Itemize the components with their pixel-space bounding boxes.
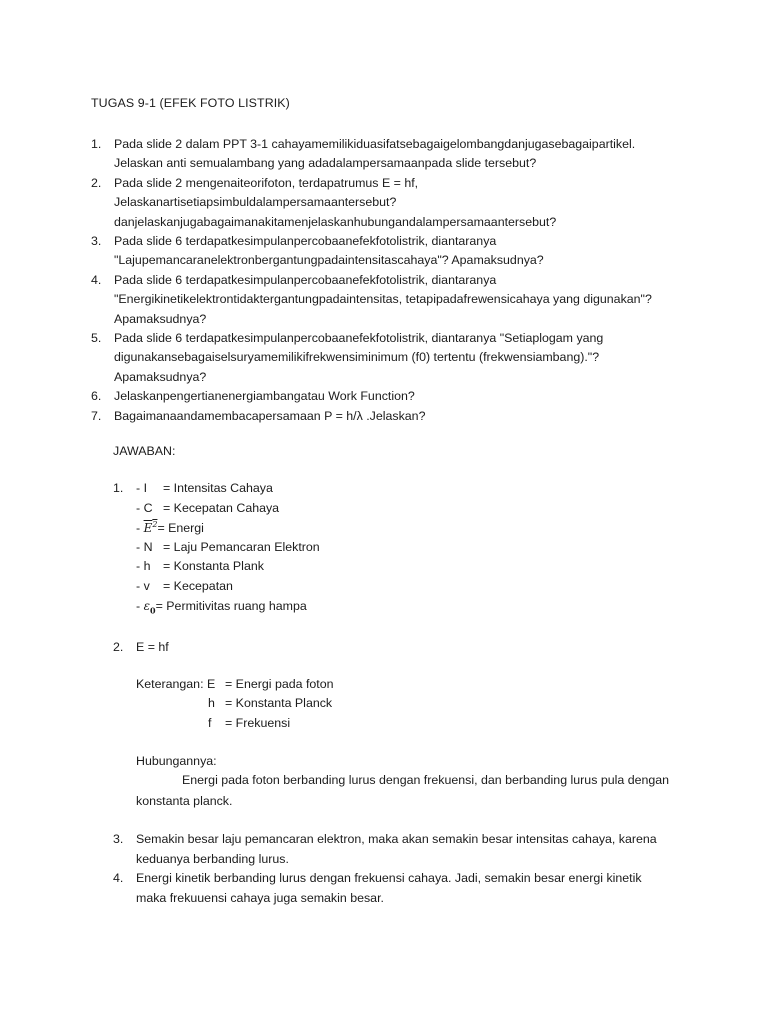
hubungan-text-line: Energi pada foton berbanding lurus dengan frekuensi, dan berbanding lurus pula dengan bbox=[182, 773, 670, 787]
question-text-line: Jelaskan anti semualambang yang adadalampersamaanpada slide tersebut? bbox=[114, 156, 537, 171]
answer-number: 2. bbox=[113, 640, 124, 654]
question-text-line: Apamaksudnya? bbox=[114, 311, 207, 326]
question-item bbox=[91, 174, 691, 232]
keterangan-label: Keterangan: E bbox=[136, 677, 216, 691]
question-text-line: "Energikinetikelektrontidaktergantungpadaintensitas, tetapipadafrewensicahaya yang digunakan"? bbox=[114, 292, 652, 307]
answer-2-equation: E = hf bbox=[136, 640, 169, 654]
question-item bbox=[91, 135, 691, 174]
symbol: - N bbox=[136, 539, 153, 554]
symbol-row bbox=[136, 520, 204, 540]
answer-number: 4. bbox=[113, 871, 124, 886]
answers-heading: JAWABAN: bbox=[113, 444, 176, 458]
question-number: 5. bbox=[91, 331, 102, 346]
question-item bbox=[91, 407, 691, 426]
question-number: 2. bbox=[91, 175, 102, 190]
question-number: 1. bbox=[91, 137, 102, 151]
question-text-line: Bagaimanaandamembacapersamaan P = h/λ .Jelaskan? bbox=[114, 408, 426, 423]
hubungan-text-line: konstanta planck. bbox=[136, 794, 233, 808]
answer-item bbox=[113, 830, 673, 869]
symbol: - C bbox=[136, 500, 153, 515]
energy-symbol-letter: E bbox=[143, 521, 153, 536]
answer-text-line: Semakin besar laju pemancaran elektron, maka akan semakin besar intensitas cahaya, karena bbox=[136, 832, 657, 846]
symbol-row bbox=[136, 559, 264, 579]
question-text-line: danjelaskanjugabagaimanakitamenjelaskanhubungandalampersamaantersebut? bbox=[114, 214, 557, 229]
permittivity-symbol-subscript: 0 bbox=[150, 604, 156, 615]
answer-number: 1. bbox=[113, 481, 124, 495]
answer-item bbox=[113, 869, 673, 908]
symbol-description: = Kecepatan Cahaya bbox=[163, 500, 280, 515]
answer-text-line: keduanya berbanding lurus. bbox=[136, 851, 289, 866]
question-number: 3. bbox=[91, 234, 102, 249]
question-text-line: Jelaskanartisetiapsimbuldalampersamaantersebut? bbox=[114, 195, 397, 210]
permittivity-symbol-letter: ε bbox=[143, 598, 151, 613]
keterangan-desc: = Konstanta Planck bbox=[225, 696, 333, 710]
symbol-row bbox=[136, 599, 307, 619]
question-text-line: "Lajupemancaranelektronbergantungpadaintensitascahaya"? Apamaksudnya? bbox=[114, 253, 544, 268]
hubungan-label: Hubungannya: bbox=[136, 754, 217, 768]
question-number: 4. bbox=[91, 272, 102, 287]
question-text-line: Pada slide 2 dalam PPT 3-1 cahayamemilikiduasifatsebagaigelombangdanjugasebagaipartikel. bbox=[114, 137, 636, 151]
question-text-line: Pada slide 6 terdapatkesimpulanpercobaanefekfotolistrik, diantaranya "Setiaplogam yang bbox=[114, 331, 604, 346]
answer-number: 3. bbox=[113, 832, 124, 846]
question-list bbox=[91, 135, 691, 426]
symbol-description: = Intensitas Cahaya bbox=[163, 481, 273, 495]
energy-symbol-superscript: 2 bbox=[152, 520, 158, 530]
question-text-line: digunakansebagaiselsuryamemilikifrekwensiminimum (f0) tertentu (frekwensiambang)."? bbox=[114, 350, 600, 365]
answer-list bbox=[113, 830, 673, 908]
question-text-line: Pada slide 6 terdapatkesimpulanpercobaanefekfotolistrik, diantaranya bbox=[114, 272, 497, 287]
question-text-line: Jelaskanpengertianenergiambangatau Work Function? bbox=[114, 389, 415, 404]
symbol-description: = Konstanta Plank bbox=[163, 559, 264, 574]
symbol-row bbox=[136, 501, 279, 521]
question-item bbox=[91, 387, 691, 406]
keterangan-var: f bbox=[208, 716, 212, 730]
keterangan-desc: = Energi pada foton bbox=[225, 677, 334, 691]
document-title: TUGAS 9-1 (EFEK FOTO LISTRIK) bbox=[91, 96, 290, 110]
question-text-line: Pada slide 2 mengenaiteorifoton, terdapatrumus E = hf, bbox=[114, 175, 419, 190]
symbol-row bbox=[136, 540, 320, 560]
keterangan-var: h bbox=[208, 696, 215, 710]
symbol-row bbox=[136, 579, 233, 599]
question-number: 6. bbox=[91, 389, 102, 404]
answer-text-line: Energi kinetik berbanding lurus dengan frekuensi cahaya. Jadi, semakin besar energi kinetik bbox=[136, 871, 642, 886]
symbol-description: = Laju Pemancaran Elektron bbox=[163, 539, 320, 554]
symbol: - v bbox=[136, 579, 150, 593]
symbol-prefix: - bbox=[136, 521, 144, 536]
question-item bbox=[91, 329, 691, 387]
symbol-description: = Permitivitas ruang hampa bbox=[155, 598, 307, 613]
symbol-row bbox=[136, 481, 273, 501]
symbol: - I bbox=[136, 481, 148, 495]
question-item bbox=[91, 232, 691, 271]
answer-text-line: maka frekuuensi cahaya juga semakin besar. bbox=[136, 890, 384, 905]
question-number: 7. bbox=[91, 408, 102, 423]
symbol-prefix: - bbox=[136, 598, 144, 613]
question-item bbox=[91, 271, 691, 329]
question-text-line: Pada slide 6 terdapatkesimpulanpercobaanefekfotolistrik, diantaranya bbox=[114, 234, 497, 249]
symbol: - h bbox=[136, 559, 151, 574]
question-text-line: Apamaksudnya? bbox=[114, 369, 207, 384]
symbol-description: = Kecepatan bbox=[163, 579, 233, 593]
symbol-description: = Energi bbox=[157, 521, 204, 536]
keterangan-desc: = Frekuensi bbox=[225, 716, 291, 730]
permittivity-symbol bbox=[144, 599, 156, 613]
energy-symbol bbox=[144, 521, 158, 535]
